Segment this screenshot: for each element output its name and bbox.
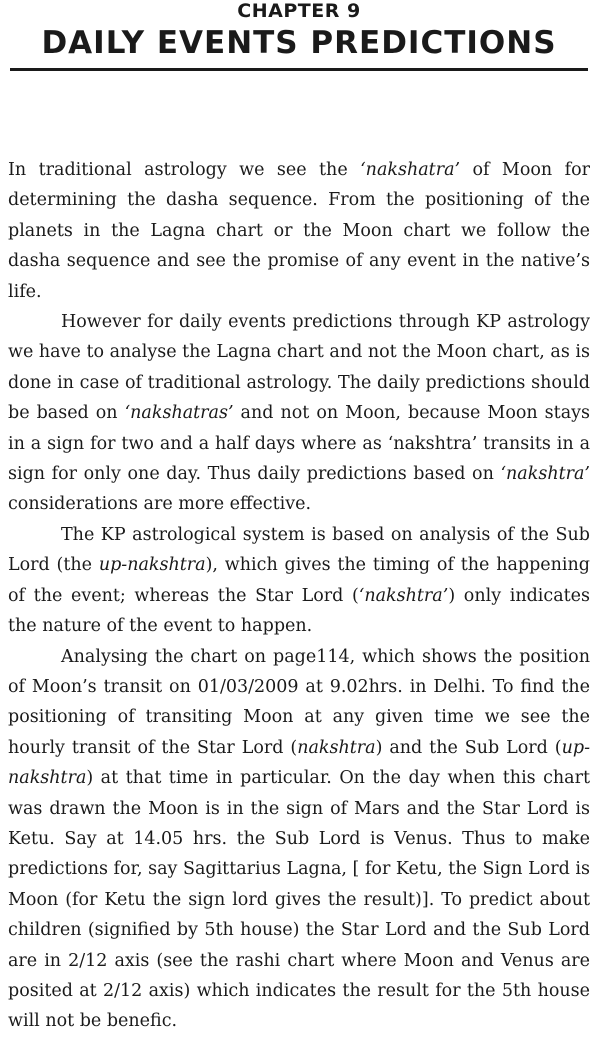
text-run: Analysing the chart on page114, which shows the position of Moon’s transit on 01/03/2009 at 9.02hrs. in Delhi. To find the positioning of transiting Moon at any given time we see the hourly transit of the Star Lord ( [8,646,590,758]
text-run: The KP astrological system is based on analysis of the Sub Lord (the [8,524,590,576]
text-run: ) at that time in particular. On the day when this chart was drawn the Moon is in the sign of Mars and the Star Lord is Ketu. Say at 14.05 hrs. the Sub Lord is Venus. Thus to make predictions for, say Sagittarius Lagna, [ for Ketu, the Sign Lord is Moon (for Ketu the sign lord gives the result)]. To predict about children (signified by 5th house) the Star Lord and the Sub Lord are in 2/12 axis (see the rashi chart where Moon and Venus are posited at 2/12 axis) which indicates the result for the 5th house will not be benefic. [8,768,590,1032]
italic-term: ‘nakshtra’ [500,464,590,485]
italic-term: ‘nakshatra’ [360,160,461,180]
text-run: ), which gives the timing of the happening of the event; whereas the Star Lord ( [8,555,591,606]
text-run: ) and the Sub Lord ( [375,737,562,758]
chapter-title: DAILY EVENTS PREDICTIONS [41,25,557,61]
text-run: However for daily events predictions through KP astrology we have to analyse the Lagna chart and not the Moon chart, as is done in case of traditional astrology. The daily predictions should be based on [8,312,590,424]
text-run: of Moon for determining the dasha sequence. From the positioning of the planets in the Lagna chart or the Moon chart we follow the dasha sequence and see the promise of any event in the native’s life. [8,160,590,302]
text-run: ) only indicates the nature of the event to happen. [8,585,590,637]
chapter-label: CHAPTER 9 [237,0,361,22]
italic-term: up-nakshtra [8,737,590,789]
text-run: In traditional astrology we see the [8,160,361,180]
chapter-body [8,155,590,1037]
italic-term: nakshtra [297,737,376,758]
italic-term: up-nakshtra [98,555,206,576]
paragraph-1 [8,155,590,307]
italic-term: ‘nakshatras’ [124,403,234,424]
title-rule [10,68,588,71]
paragraph-2 [8,307,590,520]
paragraph-4 [8,642,590,1037]
text-run: and not on Moon, because Moon stays in a sign for two and a half days where as ‘nakshtra’ transits in a sign for only one day. Thus daily predictions based on [8,403,590,485]
text-run: considerations are more effective. [8,494,312,515]
italic-term: ‘nakshtra’ [358,585,449,606]
paragraph-3 [8,520,590,642]
